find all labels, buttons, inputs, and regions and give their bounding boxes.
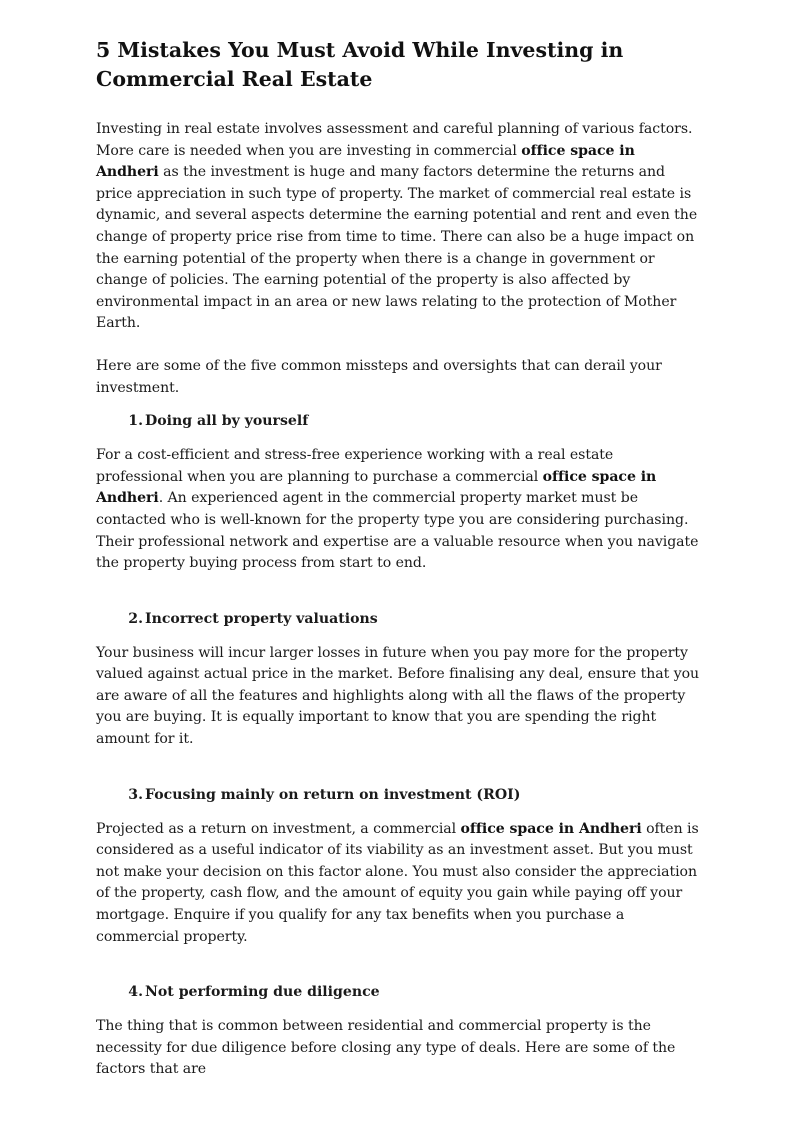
section-body-1: [96, 445, 700, 575]
intro-text-a: Investing in real estate involves assessment and careful planning of various factors. More care is needed when you are investing in commercial: [96, 121, 693, 159]
list-item-heading-4: [96, 982, 700, 1003]
section-body-3: [96, 819, 700, 949]
list-item-heading-1: [96, 411, 700, 432]
list-item-number: 4.: [128, 984, 143, 1001]
section-body-4: The thing that is common between residential and commercial property is the necessity for due diligence before closing any type of deals. Here are some of the factors that are: [96, 1018, 676, 1078]
list-item-title: Incorrect property valuations: [145, 610, 378, 627]
list-item-heading-2: [96, 609, 700, 630]
page-title: 5 Mistakes You Must Avoid While Investing in Commercial Real Estate: [96, 38, 624, 91]
list-item-title: Doing all by yourself: [145, 413, 309, 430]
section-3-keyword: office space in Andheri: [460, 820, 642, 837]
section-1-text-b: . An experienced agent in the commercial property market must be contacted who is well-known for the property type you are considering purchasing. Their professional network and expertise are a valuable resource when you navigate the property buying process from start to end.: [96, 490, 699, 572]
list-item-number: 1.: [128, 413, 143, 430]
list-item-heading-3: [96, 785, 700, 806]
list-item-title: Focusing mainly on return on investment (ROI): [145, 786, 521, 803]
section-1-text-a: For a cost-efficient and stress-free experience working with a real estate professional when you are planning to purchase a commercial: [96, 447, 614, 485]
list-item-number: 2.: [128, 610, 143, 627]
document-page: [96, 36, 700, 1081]
list-item-number: 3.: [128, 786, 143, 803]
section-1-keyword: office space in Andheri: [96, 468, 657, 507]
lead-paragraph: Here are some of the five common missteps and oversights that can derail your investment.: [96, 357, 662, 396]
section-body-2: Your business will incur larger losses in future when you pay more for the property valued against actual price in the market. Before finalising any deal, ensure that you are aware of all the features and highlights along with all the flaws of the property you are buying. It is equally important to know that you are spending the right amount for it.: [96, 644, 700, 748]
list-item-title: Not performing due diligence: [145, 984, 380, 1001]
section-3-text-a: Projected as a return on investment, a commercial: [96, 820, 461, 837]
intro-paragraph: [96, 119, 700, 335]
intro-keyword-link: office space in Andheri: [96, 142, 635, 181]
intro-text-b: as the investment is huge and many factors determine the returns and price appreciation in such type of property. The market of commercial real estate is dynamic, and several aspects determine the earning potential and rent and even the change of property price rise from time to time. There can also be a huge impact on the earning potential of the property when there is a change in government or change of policies. The earning potential of the property is also affected by environmental impact in an area or new laws relating to the protection of Mother Earth.: [96, 164, 698, 332]
section-3-text-b: often is considered as a useful indicator of its viability as an investment asset. But you must not make your decision on this factor alone. You must also consider the appreciation of the property, cash flow, and the amount of equity you gain while paying off your mortgage. Enquire if you qualify for any tax benefits when you purchase a commercial property.: [96, 820, 699, 945]
